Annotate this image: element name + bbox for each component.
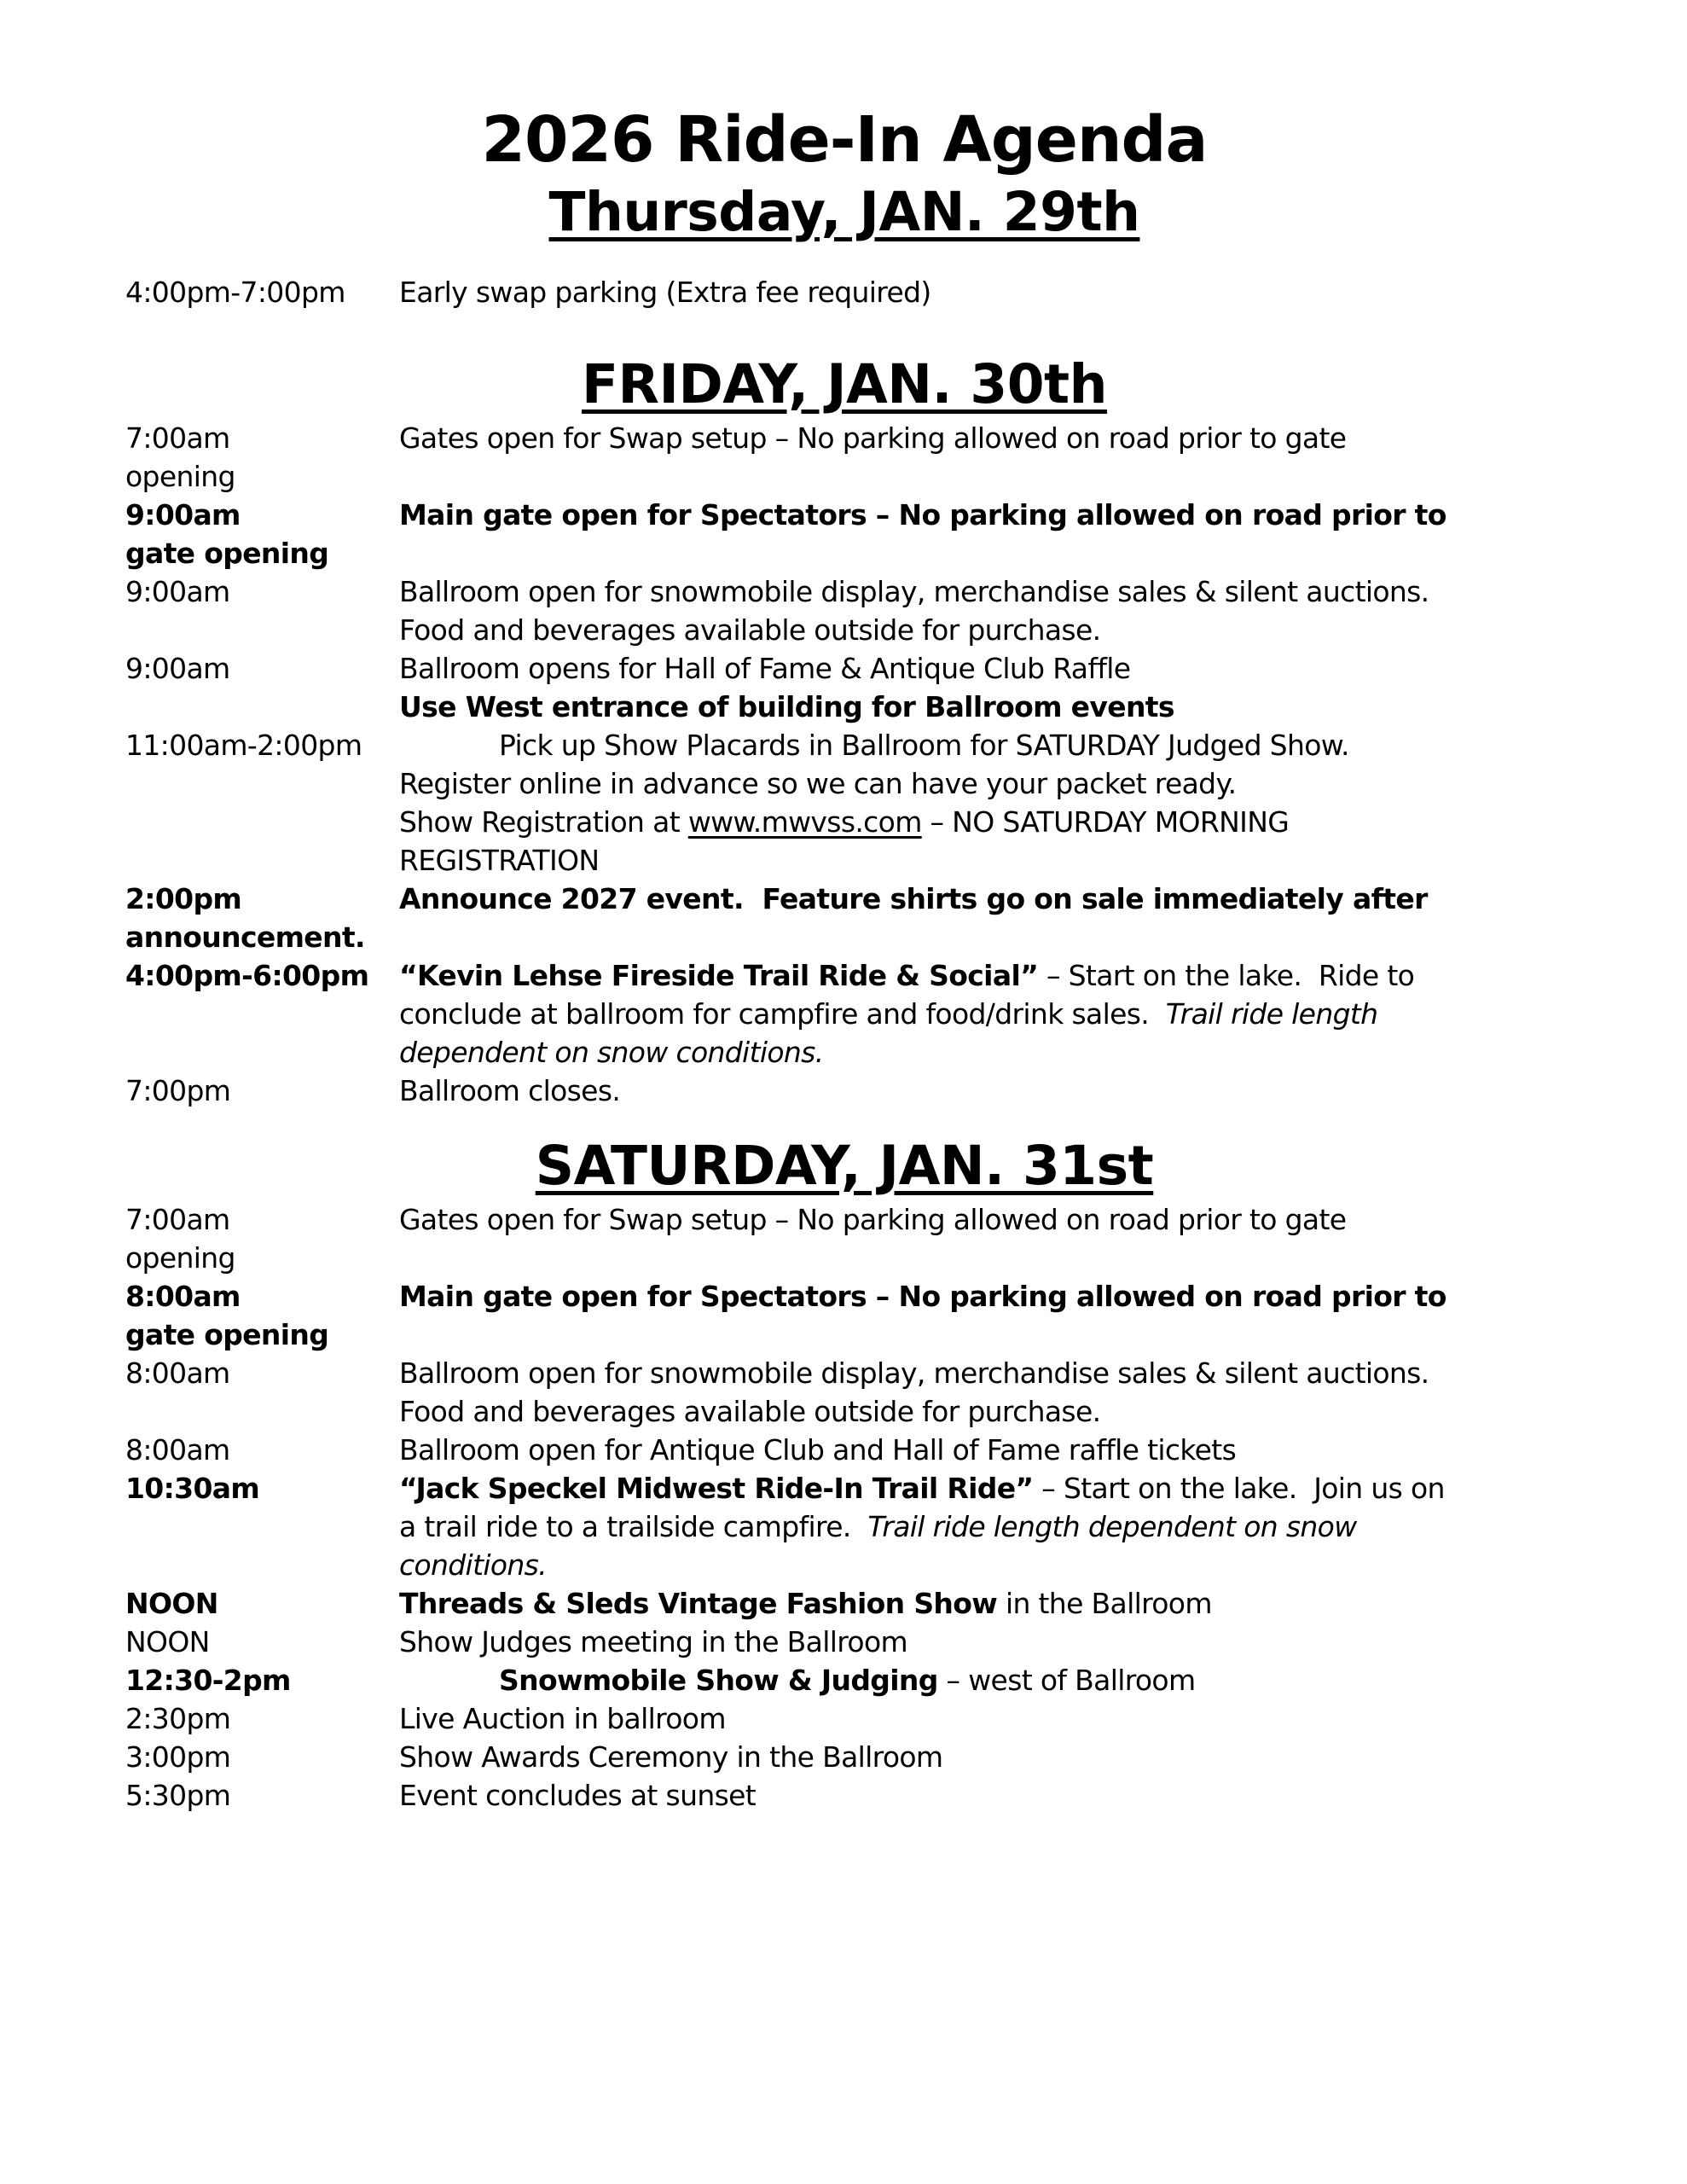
event-line xyxy=(399,1469,1563,1507)
event-line xyxy=(399,498,1446,531)
agenda-row xyxy=(125,1200,1563,1277)
text-segment: Gates open for Swap setup – No parking allowed on road prior to gate xyxy=(399,421,1347,455)
text-segment: “Kevin Lehse Fireside Trail Ride & Social” xyxy=(399,959,1039,992)
event-line xyxy=(399,421,1346,455)
text-segment: Ballroom open for snowmobile display, merchandise sales & silent auctions. xyxy=(399,1356,1429,1390)
agenda-row xyxy=(125,572,1563,649)
time-label: 9:00am xyxy=(125,652,230,685)
agenda-row xyxy=(125,1699,1563,1738)
text-segment: “Jack Speckel Midwest Ride-In Trail Ride” xyxy=(399,1472,1034,1505)
time-label: 9:00am xyxy=(125,575,230,608)
event-line xyxy=(399,1661,1563,1699)
text-segment: conditions. xyxy=(399,1548,547,1582)
event-line xyxy=(399,688,1563,726)
page-title: 2026 Ride-In Agenda xyxy=(481,103,1208,177)
text-segment: REGISTRATION xyxy=(399,844,600,877)
agenda-row xyxy=(125,1661,1563,1699)
agenda-row xyxy=(125,726,1563,880)
time-label: 10:30am xyxy=(125,1472,260,1505)
event-line xyxy=(399,1623,1563,1661)
agenda-row xyxy=(125,649,1563,726)
agenda-row xyxy=(125,1072,1563,1110)
text-segment: – west of Ballroom xyxy=(937,1664,1196,1697)
event-line xyxy=(399,572,1563,611)
event-line xyxy=(125,1241,235,1275)
time-label: 2:00pm xyxy=(125,882,242,915)
event-line xyxy=(399,956,1563,995)
text-segment: Main gate open for Spectators – No parking allowed on road prior to xyxy=(399,1280,1446,1313)
agenda-row xyxy=(125,496,1563,572)
text-segment: Ballroom open for Antique Club and Hall of Fame raffle tickets xyxy=(399,1433,1237,1467)
time-label: 4:00pm-7:00pm xyxy=(125,276,345,309)
agenda-sections xyxy=(125,273,1563,1815)
time-label: 7:00pm xyxy=(125,1074,231,1107)
text-segment: opening xyxy=(125,1241,235,1275)
event-line xyxy=(399,882,1428,915)
time-label: 2:30pm xyxy=(125,1702,231,1735)
event-line xyxy=(399,1507,1563,1546)
time-label: 8:00am xyxy=(125,1280,241,1313)
event-line xyxy=(399,1392,1563,1431)
text-segment: Show Judges meeting in the Ballroom xyxy=(399,1625,907,1658)
agenda-row xyxy=(125,1623,1563,1661)
time-label: 9:00am xyxy=(125,498,241,531)
text-segment: – NO SATURDAY MORNING xyxy=(921,805,1290,839)
text-segment: Food and beverages available outside for purchase. xyxy=(399,613,1101,647)
agenda-row xyxy=(125,1431,1563,1469)
agenda-row xyxy=(125,273,1563,311)
text-segment: – Start on the lake. Ride to xyxy=(1038,959,1415,992)
text-segment: a trail ride to a trailside campfire. xyxy=(399,1510,868,1543)
text-segment: Show Registration at xyxy=(399,805,688,839)
agenda-row xyxy=(125,880,1563,956)
text-segment: Gates open for Swap setup – No parking allowed on road prior to gate xyxy=(399,1203,1347,1236)
agenda-rows xyxy=(125,1200,1563,1815)
time-label: 5:30pm xyxy=(125,1779,231,1812)
event-line xyxy=(399,1776,1563,1815)
agenda-row xyxy=(125,1738,1563,1776)
text-segment: Food and beverages available outside for purchase. xyxy=(399,1395,1101,1428)
time-label: 7:00am xyxy=(125,1203,230,1236)
agenda-section xyxy=(125,351,1563,1110)
event-line xyxy=(399,995,1563,1033)
event-line xyxy=(399,1431,1563,1469)
registration-link[interactable]: www.mwvss.com xyxy=(687,805,922,839)
text-segment: Trail ride length xyxy=(1165,997,1378,1031)
event-line xyxy=(399,1699,1563,1738)
event-line xyxy=(125,460,235,493)
text-segment: Main gate open for Spectators – No parking allowed on road prior to xyxy=(399,498,1446,531)
text-segment: Ballroom opens for Hall of Fame & Antique Club Raffle xyxy=(399,652,1131,685)
text-segment: in the Ballroom xyxy=(997,1587,1212,1620)
event-line xyxy=(125,1318,328,1351)
text-segment: Ballroom closes. xyxy=(399,1074,621,1107)
time-label: 3:00pm xyxy=(125,1740,231,1774)
thursday-day-header: Thursday, JAN. 29th xyxy=(548,181,1140,243)
event-line xyxy=(399,1280,1446,1313)
time-label: 7:00am xyxy=(125,421,230,455)
text-segment: Show Awards Ceremony in the Ballroom xyxy=(399,1740,943,1774)
event-line xyxy=(125,921,365,954)
agenda-row xyxy=(125,1776,1563,1815)
event-line xyxy=(399,1203,1346,1236)
text-segment: announcement. xyxy=(125,921,365,954)
agenda-section xyxy=(125,1132,1563,1815)
event-line xyxy=(399,273,1563,311)
agenda-row xyxy=(125,1469,1563,1584)
text-segment: Trail ride length dependent on snow xyxy=(867,1510,1357,1543)
agenda-row xyxy=(125,1354,1563,1431)
text-segment: Threads & Sleds Vintage Fashion Show xyxy=(399,1587,998,1620)
event-line xyxy=(399,803,1563,841)
text-segment: – Start on the lake. Join us on xyxy=(1033,1472,1445,1505)
event-line xyxy=(399,726,1563,764)
agenda-row xyxy=(125,1277,1563,1354)
event-line xyxy=(399,1072,1563,1110)
event-line xyxy=(399,764,1563,803)
event-line xyxy=(399,1354,1563,1392)
agenda-row xyxy=(125,956,1563,1072)
text-segment: Snowmobile Show & Judging xyxy=(499,1664,938,1697)
time-label: 11:00am-2:00pm xyxy=(125,729,362,762)
text-segment: Pick up Show Placards in Ballroom for SATURDAY Judged Show. xyxy=(499,729,1349,762)
text-segment: conclude at ballroom for campfire and food/drink sales. xyxy=(399,997,1166,1031)
event-line xyxy=(125,537,328,570)
event-line xyxy=(399,1033,1563,1072)
text-segment: Register online in advance so we can have your packet ready. xyxy=(399,767,1237,800)
text-segment: Early swap parking (Extra fee required) xyxy=(399,276,931,309)
event-line xyxy=(399,611,1563,649)
agenda-row xyxy=(125,419,1563,496)
event-line xyxy=(399,1546,1563,1584)
agenda-rows xyxy=(125,419,1563,1110)
text-segment: Use West entrance of building for Ballroom events xyxy=(399,690,1174,723)
day-header: FRIDAY, JAN. 30th xyxy=(582,353,1107,415)
event-line xyxy=(399,1584,1563,1623)
agenda-row xyxy=(125,1584,1563,1623)
time-label: 12:30-2pm xyxy=(125,1664,291,1697)
event-line xyxy=(399,649,1563,688)
time-label: NOON xyxy=(125,1625,210,1658)
time-label: NOON xyxy=(125,1587,218,1620)
time-label: 4:00pm-6:00pm xyxy=(125,959,369,992)
text-segment: opening xyxy=(125,460,235,493)
text-segment: Announce 2027 event. Feature shirts go on sale immediately after xyxy=(399,882,1428,915)
agenda-rows xyxy=(125,273,1563,311)
event-line xyxy=(399,841,1563,880)
time-label: 8:00am xyxy=(125,1433,230,1467)
text-segment: dependent on snow conditions. xyxy=(399,1036,824,1069)
time-label: 8:00am xyxy=(125,1356,230,1390)
text-segment: gate opening xyxy=(125,537,329,570)
text-segment: Ballroom open for snowmobile display, merchandise sales & silent auctions. xyxy=(399,575,1429,608)
day-header: SATURDAY, JAN. 31st xyxy=(535,1135,1154,1197)
text-segment: Event concludes at sunset xyxy=(399,1779,757,1812)
text-segment: Live Auction in ballroom xyxy=(399,1702,726,1735)
event-line xyxy=(399,1738,1563,1776)
agenda-section xyxy=(125,273,1563,311)
text-segment: gate opening xyxy=(125,1318,329,1351)
